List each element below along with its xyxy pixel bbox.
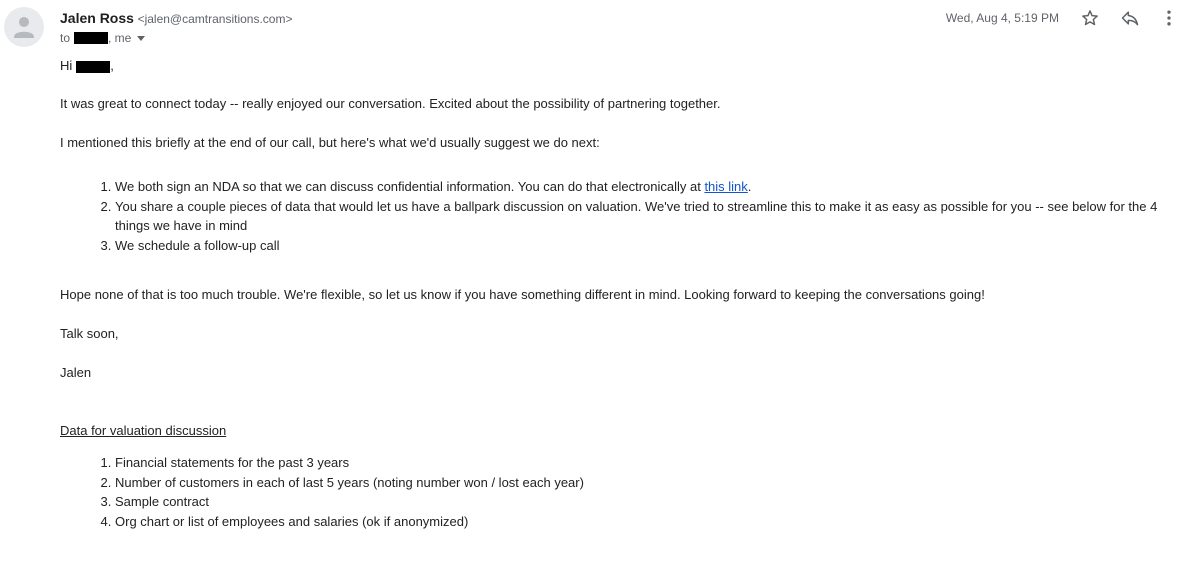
list-item: 1. Financial statements for the past 3 years	[115, 453, 1170, 473]
redacted-greeting-name	[76, 61, 110, 73]
list-item	[115, 236, 1170, 256]
paragraph-next-steps: I mentioned this briefly at the end of our call, but here's what we'd usually suggest we do next:	[60, 135, 600, 150]
message-date: Wed, Aug 4, 5:19 PM	[945, 11, 1059, 25]
data-items-list	[60, 453, 1170, 531]
me-label: , me	[108, 31, 132, 45]
star-icon	[1080, 8, 1100, 28]
list-item	[115, 177, 1170, 197]
star-button[interactable]	[1078, 6, 1102, 30]
closing-line: Talk soon,	[60, 326, 119, 341]
next-steps-list	[60, 177, 1170, 255]
chevron-down-icon[interactable]	[137, 36, 145, 41]
to-prefix: to	[60, 31, 71, 45]
list-item	[115, 197, 1170, 236]
sender-avatar[interactable]	[4, 7, 44, 47]
paragraph-closing: Hope none of that is too much trouble. We're flexible, so let us know if you have something different in mind. Looking forward to keeping the conversations going!	[60, 287, 985, 302]
sender-name[interactable]: Jalen Ross	[60, 10, 134, 26]
reply-button[interactable]	[1118, 6, 1142, 30]
step-text-after: .	[747, 179, 752, 194]
nda-link[interactable]: this link	[704, 179, 748, 194]
greeting-prefix: Hi	[60, 58, 73, 73]
more-options-button[interactable]	[1157, 6, 1181, 30]
list-item: 3. Sample contract	[115, 492, 1170, 512]
person-icon	[4, 7, 44, 47]
greeting	[60, 58, 1170, 74]
step-text: You share a couple pieces of data that would let us have a ballpark discussion on valuation. We've tried to streamline this to make it as easy as possible for you -- see below for the 4 things we have in mind	[115, 198, 1158, 233]
step-text: We schedule a follow-up call	[115, 237, 280, 253]
recipients-line[interactable]	[60, 29, 292, 47]
more-vert-icon	[1159, 8, 1179, 28]
redacted-recipient	[74, 32, 108, 44]
email-body	[60, 58, 1170, 531]
greeting-suffix: ,	[110, 58, 114, 73]
list-item: 2. Number of customers in each of last 5 years (noting number won / lost each year)	[115, 473, 1170, 493]
sender-email: <jalen@camtransitions.com>	[137, 12, 293, 26]
signature: Jalen	[60, 365, 92, 380]
data-section-title: Data for valuation discussion	[60, 423, 227, 438]
sender-line	[60, 9, 292, 27]
reply-icon	[1120, 8, 1140, 28]
paragraph-intro: It was great to connect today -- really enjoyed our conversation. Excited about the possibility of partnering together.	[60, 96, 721, 111]
message-header	[60, 9, 292, 47]
step-text: We both sign an NDA so that we can discuss confidential information. You can do that electronically at	[115, 179, 705, 194]
list-item: 4. Org chart or list of employees and salaries (ok if anonymized)	[115, 512, 1170, 532]
